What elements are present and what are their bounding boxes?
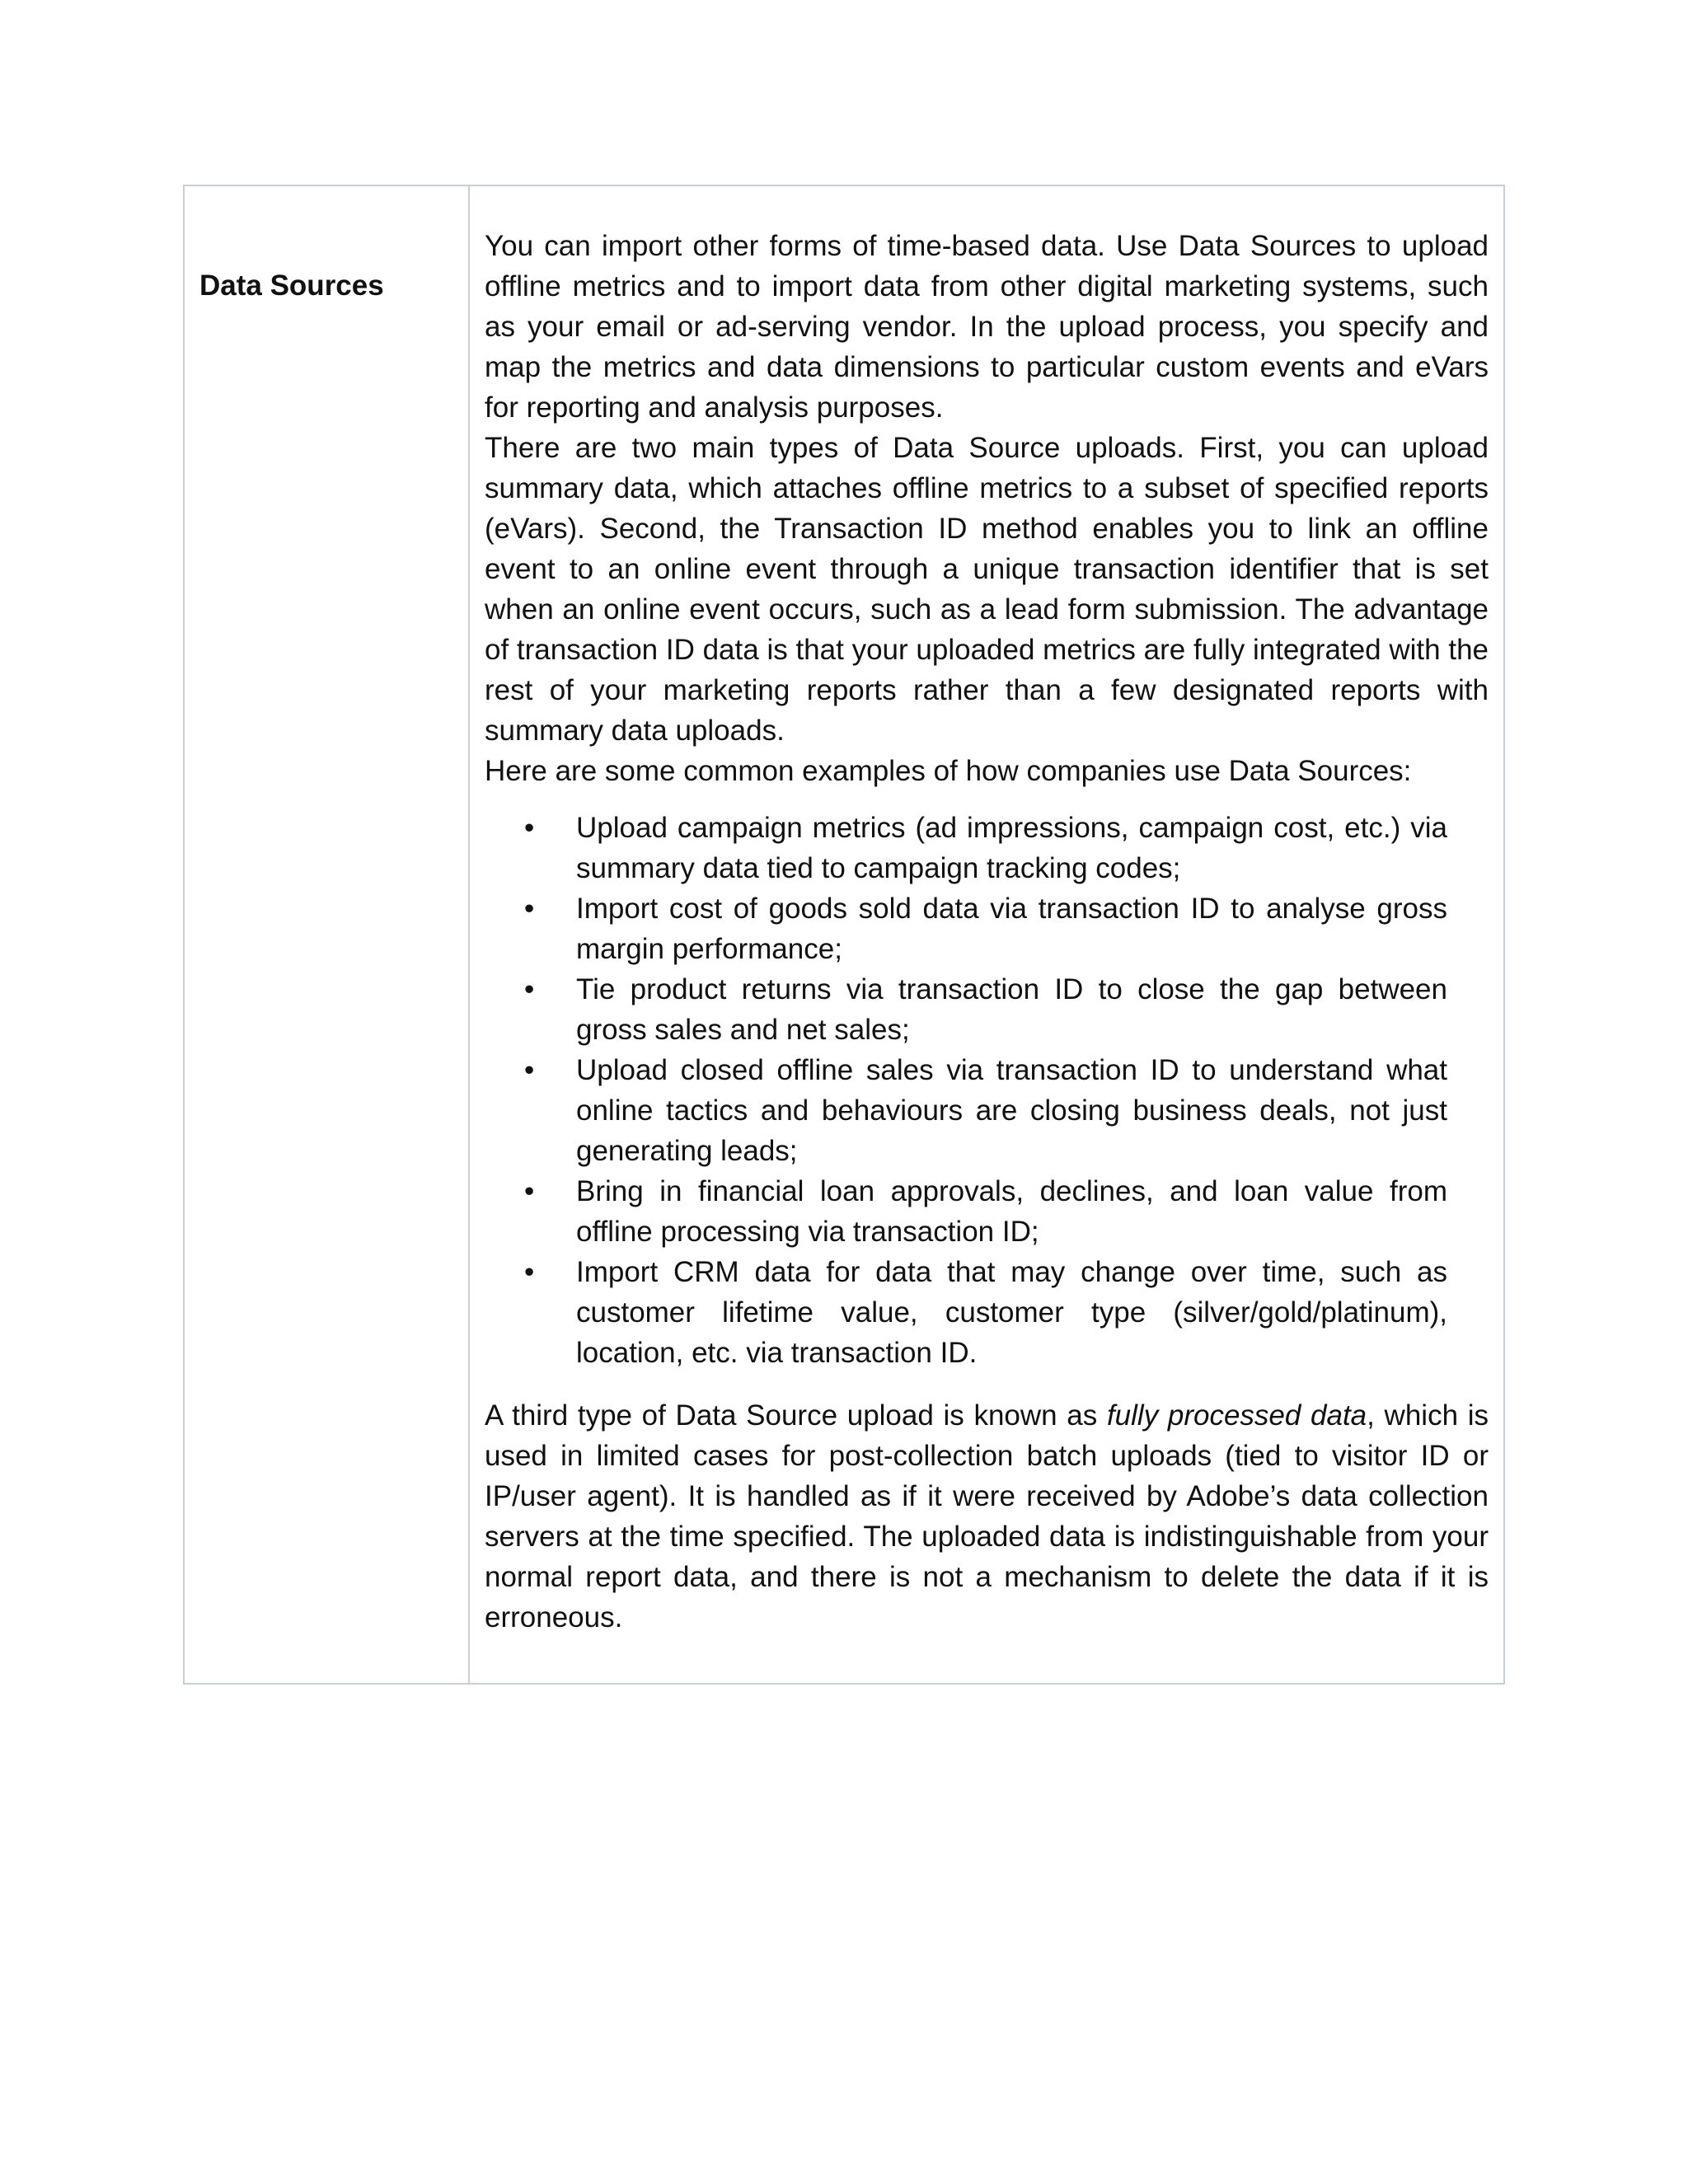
bullet-icon: • xyxy=(524,1054,535,1086)
list-item xyxy=(485,808,1489,888)
description-cell xyxy=(470,186,1503,1683)
term-cell xyxy=(185,186,470,1683)
list-item-text: Upload campaign metrics (ad impressions, campaign cost, etc.) via summary data tied to campaign tracking codes; xyxy=(576,812,1447,884)
fully-processed-text-after: , which is used in limited cases for post-collection batch uploads (tied to visitor ID or IP/user agent). It is handled as if it were received by Adobe’s data collection servers at the time specified. The uploaded data is indistinguishable from your normal report data, and there is not a mechanism to delete the data if it is erroneous. xyxy=(485,1399,1489,1633)
list-item-text: Upload closed offline sales via transaction ID to understand what online tactics and behaviours are closing business deals, not just generating leads; xyxy=(576,1054,1447,1167)
list-item xyxy=(485,888,1489,969)
list-item-text: Import CRM data for data that may change over time, such as customer lifetime value, customer type (silver/gold/platinum), location, etc. via transaction ID. xyxy=(576,1256,1447,1369)
bullet-icon: • xyxy=(524,812,535,844)
bullet-icon: • xyxy=(524,973,535,1005)
examples-intro: Here are some common examples of how companies use Data Sources: xyxy=(485,755,1412,787)
intro-paragraph: You can import other forms of time-based data. Use Data Sources to upload offline metrics and to import data from other digital marketing systems, such as your email or ad-serving vendor. In the upload process, you specify and map the metrics and data dimensions to particular custom events and eVars for reporting and analysis purposes. xyxy=(485,230,1489,424)
bullet-icon: • xyxy=(524,1175,535,1207)
list-item-text: Import cost of goods sold data via transaction ID to analyse gross margin performance; xyxy=(576,893,1447,965)
term-label: Data Sources xyxy=(199,269,384,302)
fully-processed-term: fully processed data xyxy=(1106,1399,1367,1432)
definition-table xyxy=(183,185,1505,1685)
fully-processed-paragraph xyxy=(485,1395,1489,1638)
list-item-text: Bring in financial loan approvals, declines, and loan value from offline processing via transaction ID; xyxy=(576,1175,1447,1248)
list-item xyxy=(485,1252,1489,1373)
list-item xyxy=(485,1171,1489,1252)
examples-list xyxy=(485,808,1489,1373)
upload-types-paragraph: There are two main types of Data Source uploads. First, you can upload summary data, which attaches offline metrics to a subset of specified reports (eVars). Second, the Transaction ID method enables you to link an offline event to an online event through a unique transaction identifier that is set when an online event occurs, such as a lead form submission. The advantage of transaction ID data is that your uploaded metrics are fully integrated with the rest of your marketing reports rather than a few designated reports with summary data uploads. xyxy=(485,432,1489,747)
list-item xyxy=(485,1050,1489,1171)
bullet-icon: • xyxy=(524,893,535,925)
fully-processed-text-before: A third type of Data Source upload is known as xyxy=(485,1399,1107,1432)
bullet-icon: • xyxy=(524,1256,535,1288)
list-item-text: Tie product returns via transaction ID to close the gap between gross sales and net sales; xyxy=(576,973,1447,1046)
list-item xyxy=(485,969,1489,1050)
